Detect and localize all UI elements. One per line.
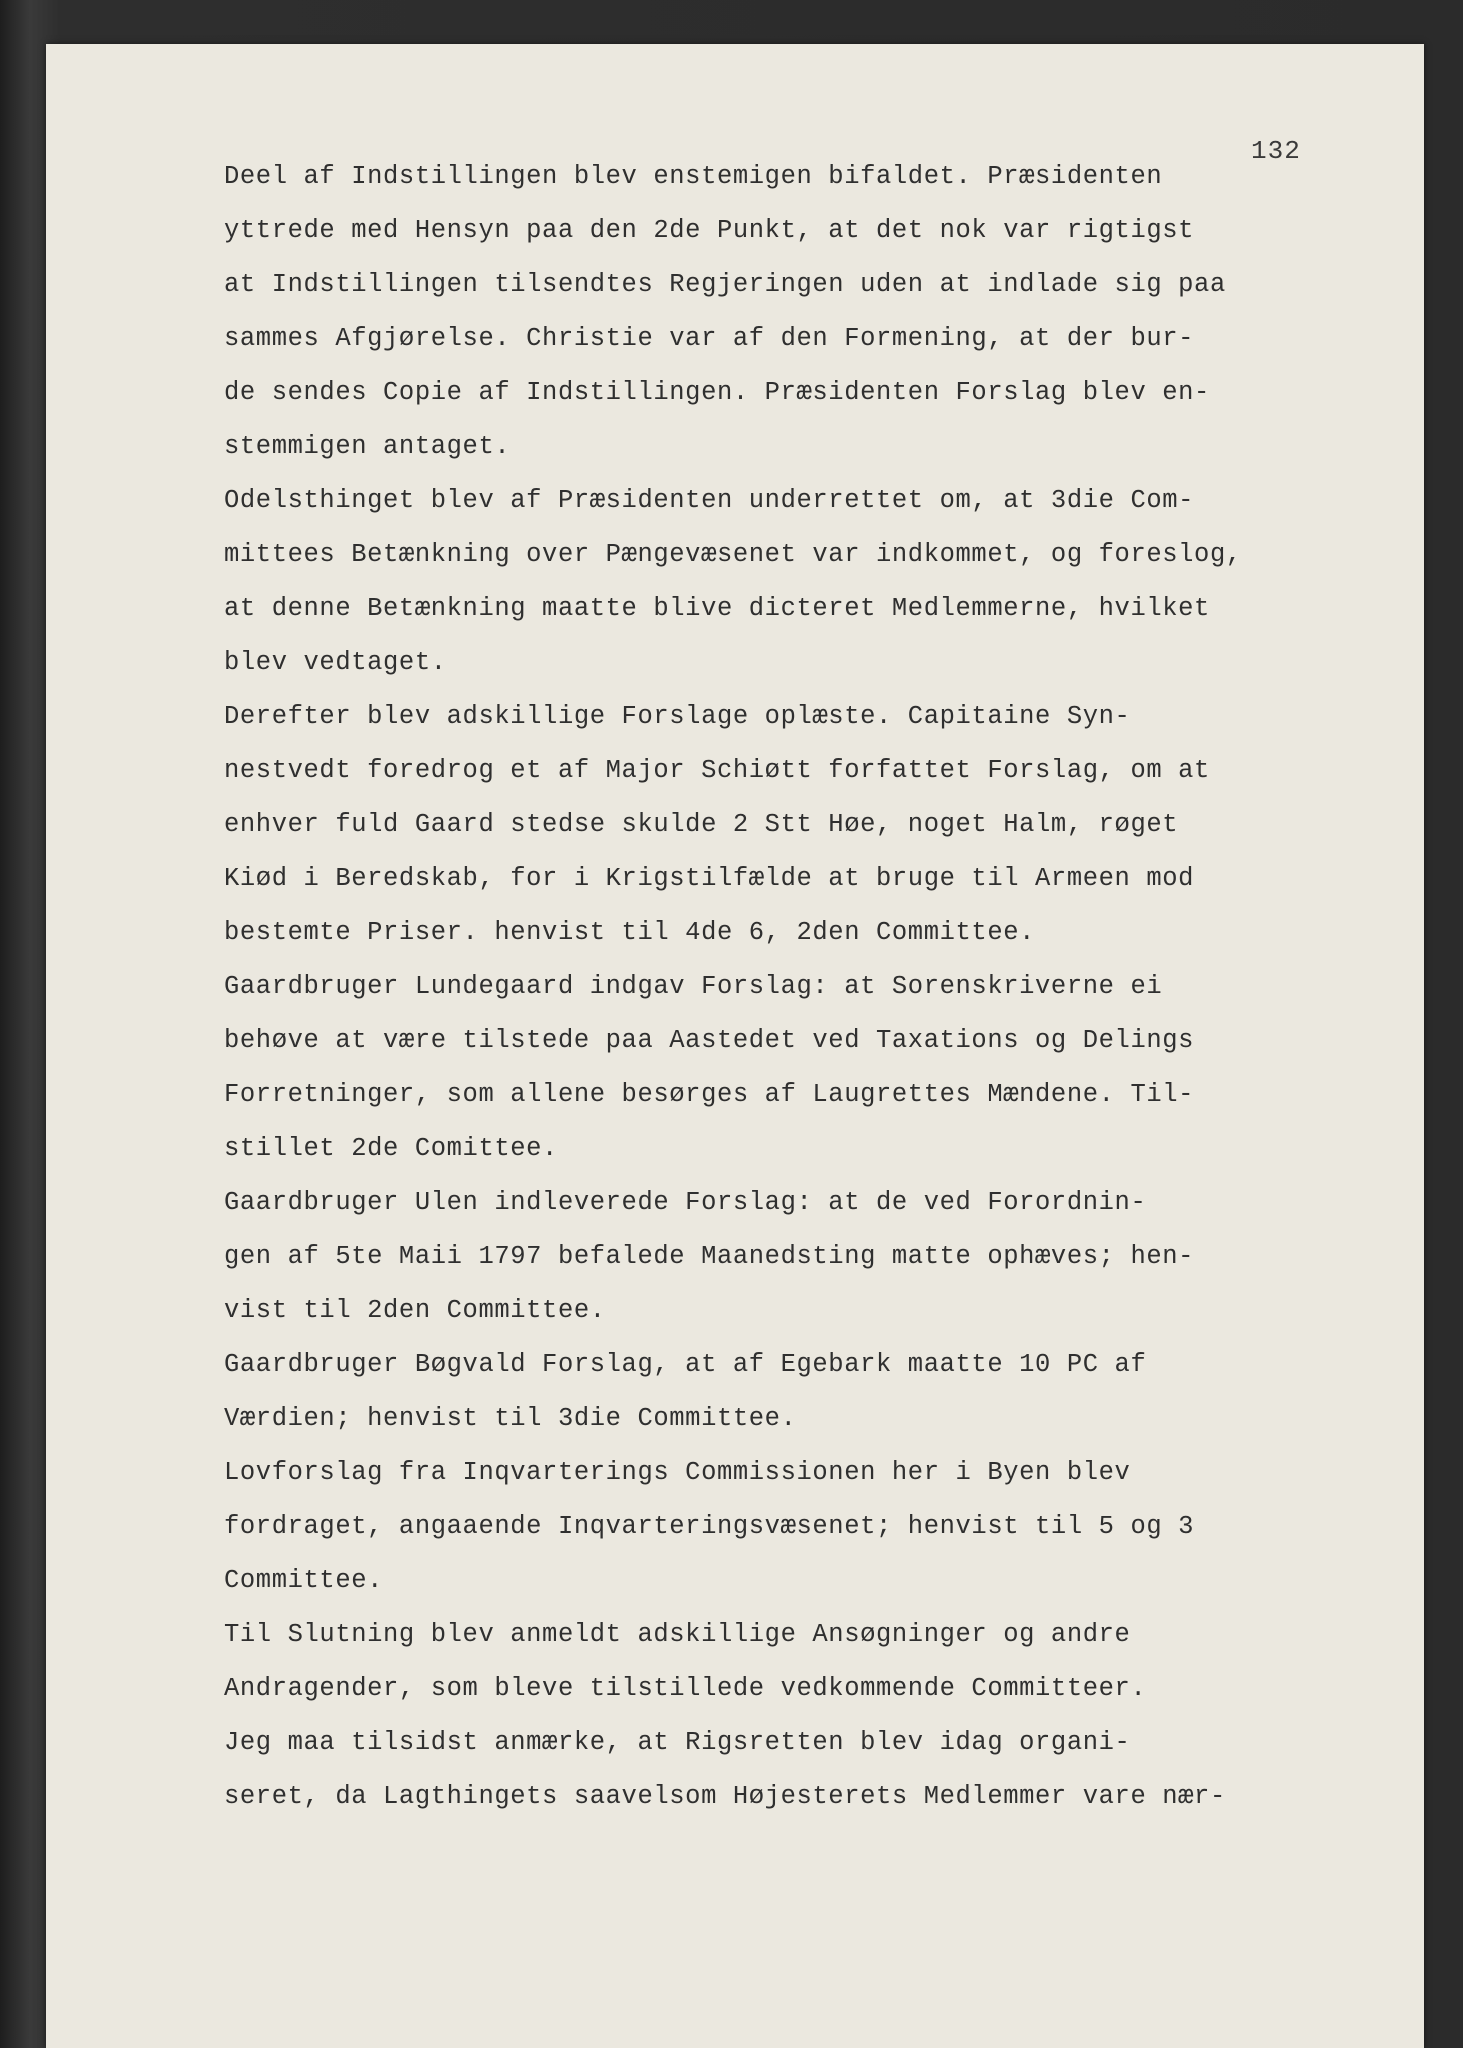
text-line: yttrede med Hensyn paa den 2de Punkt, at det nok var rigtigst [224, 216, 1195, 245]
text-line: Til Slutning blev anmeldt adskillige Ansøgninger og andre [224, 1620, 1131, 1649]
text-line: vist til 2den Committee. [224, 1296, 606, 1325]
text-line: Derefter blev adskillige Forslage oplæste. Capitaine Syn- [224, 702, 1131, 731]
text-line: fordraget, angaaende Inqvarteringsvæsenet; henvist til 5 og 3 [224, 1512, 1195, 1541]
text-line: Gaardbruger Ulen indleverede Forslag: at de ved Forordnin- [224, 1188, 1147, 1217]
text-line: behøve at være tilstede paa Aastedet ved Taxations og Delings [224, 1026, 1195, 1055]
text-line: seret, da Lagthingets saavelsom Højesterets Medlemmer vare nær- [224, 1782, 1226, 1811]
text-line: stillet 2de Comittee. [224, 1134, 558, 1163]
text-line: Gaardbruger Bøgvald Forslag, at af Egebark maatte 10 PC af [224, 1350, 1147, 1379]
text-line: nestvedt foredrog et af Major Schiøtt forfattet Forslag, om at [224, 756, 1210, 785]
text-line: Jeg maa tilsidst anmærke, at Rigsretten blev idag organi- [224, 1728, 1131, 1757]
text-line: bestemte Priser. henvist til 4de 6, 2den Committee. [224, 918, 1036, 947]
text-line: sammes Afgjørelse. Christie var af den Formening, at der bur- [224, 324, 1195, 353]
text-line: gen af 5te Maii 1797 befalede Maanedsting matte ophæves; hen- [224, 1242, 1195, 1271]
page-number: 132 [1251, 136, 1301, 166]
text-line: enhver fuld Gaard stedse skulde 2 Stt Høe, noget Halm, røget [224, 810, 1179, 839]
text-line: blev vedtaget. [224, 648, 447, 677]
text-line: Andragender, som bleve tilstillede vedkommende Committeer. [224, 1674, 1147, 1703]
text-line: at denne Betænkning maatte blive dicteret Medlemmerne, hvilket [224, 594, 1210, 623]
text-line: Committee. [224, 1566, 384, 1595]
text-line: Lovforslag fra Inqvarterings Commissionen her i Byen blev [224, 1458, 1131, 1487]
text-line: de sendes Copie af Indstillingen. Præsidenten Forslag blev en- [224, 378, 1210, 407]
text-line: Odelsthinget blev af Præsidenten underrettet om, at 3die Com- [224, 486, 1195, 515]
text-line: Kiød i Beredskab, for i Krigstilfælde at bruge til Armeen mod [224, 864, 1195, 893]
text-line: Værdien; henvist til 3die Committee. [224, 1404, 797, 1433]
text-line: Forretninger, som allene besørges af Laugrettes Mændene. Til- [224, 1080, 1195, 1109]
text-line: mittees Betænkning over Pængevæsenet var indkommet, og foreslog, [224, 540, 1242, 569]
document-body [224, 150, 1339, 1824]
text-line: at Indstillingen tilsendtes Regjeringen uden at indlade sig paa [224, 270, 1226, 299]
text-line: Deel af Indstillingen blev enstemigen bifaldet. Præsidenten [224, 162, 1163, 191]
text-line: stemmigen antaget. [224, 432, 511, 461]
text-line: Gaardbruger Lundegaard indgav Forslag: at Sorenskriverne ei [224, 972, 1163, 1001]
